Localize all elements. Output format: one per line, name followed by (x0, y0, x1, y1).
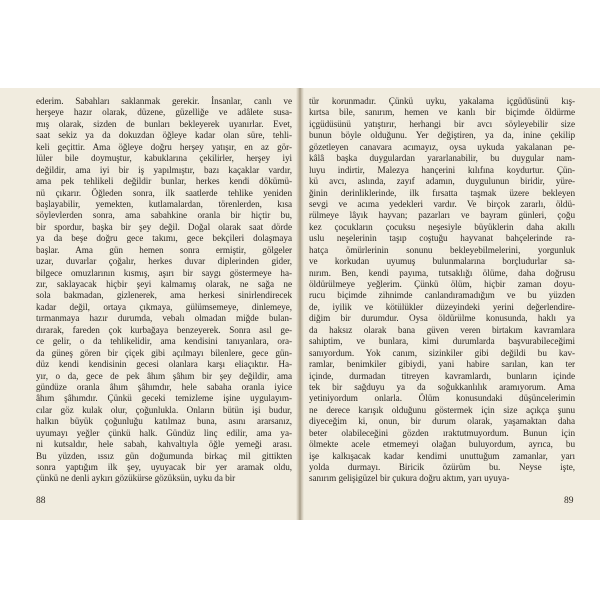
text-line: uzar, duvarlar çoğalır, herkes duvar diplerinden gider, (36, 256, 292, 267)
text-line: başlayabilir, yemekten, kutlamalardan, törenlerden, kısa (36, 198, 292, 209)
text-line: işe kalkışacak kadar kendimi unuttuğum zamanlar, yarı (309, 450, 575, 461)
text-line: beter olabileceğini gözden ıraktutmuyordum. Bunun için (309, 427, 575, 438)
text-line: ya da beşe doğru gece takımı, gece bekçileri dolaşmaya (36, 233, 292, 244)
text-line: luyu indirtir, Malezya hançerini kılıfına koydurtur. Çün- (309, 164, 575, 175)
text-line: cılar göz kulak olur, çoğunlukla. Onların bütün işi budur, (36, 404, 292, 415)
text-line: uslu neşelerinin taşıp coştuğu hayvanat bahçelerinde ra- (309, 233, 575, 244)
text-line: ne derece karışık olduğunu göstermek için size açıkça şunu (309, 404, 575, 415)
text-line: keli geçittir. Ama öğleye doğru herşey yatışır, en az gör- (36, 141, 292, 152)
text-line: halkın büyük çoğunluğu katılmaz buna, asını ararsanız, (36, 416, 292, 427)
text-line: kâlâ başka duygulardan yararlanabilir, bu duygular nam- (309, 153, 575, 164)
text-line: nü çıkarır. Öğleden sonra, ilk saatlerde tehlike yeniden (36, 187, 292, 198)
text-line: bilgece omuzlarının kısmış, aşırı bir saygı göstermeye ha- (36, 267, 292, 278)
text-line: tırmanmaya hazır durumda, vebalı olmadan miğde bulan- (36, 313, 292, 324)
book-gutter (296, 88, 304, 520)
text-line: ama pek tehlikeli değildir bunlar, herkes kendi dökümü- (36, 176, 292, 187)
text-line: ni kutsaldır, hele sabah, kahvaltıyla öğle yemeği arası. (36, 439, 292, 450)
text-line: kez çocukların çocuksu neşesiyle büyüklerin daha akıllı (309, 221, 575, 232)
text-line: sevgi ve acıma yedekleri vardır. Ve birçok zararlı, öldü- (309, 198, 575, 209)
text-line: söylevlerden sonra, ama sabahkine oranla bir hiçtir bu, (36, 210, 292, 221)
text-line: lüler bile doymuştur, kabuklarına çekilirler, herşey iyi (36, 153, 292, 164)
text-line: da haksız olarak bana güven veren birtakım kavramlara (309, 324, 575, 335)
text-line: değildir, ama iyi bir iş yapılmıştır, bazı kaçaklar vardır, (36, 164, 292, 175)
right-page (301, 88, 600, 520)
text-line: sanırım gelişigüzel bir çukura doğru aktım, yarı uyuya- (309, 473, 510, 484)
text-line: âhım şâhımdır. Çünkü geceki temizleme işine uygulayım- (36, 393, 292, 404)
text-line: dırarak, fareden çok kurbağaya benzeyerek. Sonra asıl ge- (36, 324, 292, 335)
text-line: tek bir sağduyu ya da soğukkanlılık aramıyorum. Ama (309, 381, 575, 392)
text-line: rülmeye lâyık hayvan; pazarları ve bayram günleri, çoğu (309, 210, 575, 221)
text-line: ce gelir, o da tehlikelidir, ama kendisini tanıyanlara, ora- (36, 336, 292, 347)
text-line: rucu biçimde zihnimde canlandıramadığım ve bu yüzden (309, 290, 575, 301)
text-line: yır, o da, gece de pek âhım şâhım bir şey değildir, ama (36, 370, 292, 381)
text-line: yolda durmayı. Biricik özürüm bu. Neyse işte, (309, 462, 575, 472)
text-line: bir spordur, başka bir şey değil. Doğal olarak saat dörde (36, 221, 292, 232)
text-line: gözetleyen canavara acımayız, oysa uykuda yakalanan pe- (309, 141, 575, 152)
text-line: yetiniyordum onlarla. Ölüm konusundaki düşüncelerimin (309, 393, 575, 404)
text-line: düz kendi kendisinin gecesi olanlara karşı eliaçıktır. Ha- (36, 359, 292, 370)
left-page (0, 88, 299, 520)
text-line: ramlar, benimkiler gibiydi, yani habire sarılan, kan ter (309, 359, 575, 370)
text-line: ölmekte acele etmemeyi olağan buluyordum, ayrıca, bu (309, 439, 575, 450)
text-line: sahiptim, ve bunlara, kimi durumlarda başvurabileceğimi (309, 336, 575, 347)
text-line: diyeceğim ki, onun, bir durum olarak, yaşamaktan daha (309, 416, 575, 427)
text-line: ğinin derinliklerinde, ilk fırsatta taşmak üzere bekleyen (309, 187, 575, 198)
text-line: öldürülmeye yeğlerim. Çünkü ölüm, hiçbir zaman doyu- (309, 279, 575, 289)
text-line: diğim bir durumdur. Oysa öldürülme konusunda, haklı ya (309, 313, 575, 324)
left-page-number: 88 (36, 496, 46, 506)
text-line: kü avcı, aslında, zayıf adamın, duygulunun biridir, yüre- (309, 176, 575, 187)
right-page-text (309, 96, 575, 485)
left-page-text (36, 96, 292, 485)
text-line: hatça ömürlerinin sonunu bekleyebilmelerini, yorgunluk (309, 244, 575, 255)
text-line: çünkü ne denli aykırı gözükürse gözüksün, uyku da bir (36, 473, 236, 484)
right-page-number: 89 (564, 496, 574, 506)
text-line: saat sekiz ya da dokuzdan öğleye kadar olan süre, tehli- (36, 130, 292, 141)
text-line: ve korkudan uyumuş bulunmalarına borçludurlar sa- (309, 256, 575, 267)
text-line: gündüze oranla âhım şâhımdır, hele sabaha oranla iyice (36, 381, 292, 392)
text-line: de, iyilik ve kötülükler düzeyindeki yerini değerlendire- (309, 301, 575, 312)
text-line: Bu yüzden, ıssız gün doğumunda birkaç mil gittikten (36, 450, 292, 461)
text-line: zır, saklayacak hiçbir şeyi kalmamış olarak, ne sağa ne (36, 279, 292, 289)
text-line: sola bakmadan, gizlenerek, ama herkesi sinirlendirecek (36, 290, 292, 301)
text-line: içinde, durmadan titreyen kavramlardı, bunların içinde (309, 370, 575, 381)
text-line: bunun böyle olduğunu. Yer değiştiren, ya da, inine çekilip (309, 130, 575, 141)
text-line: tür korunmadır. Çünkü uyku, yakalama içgüdüsünü kış- (309, 96, 575, 106)
text-line: nırım. Ben, kendi payıma, tutsaklığı ölüme, daha doğrusu (309, 267, 575, 278)
text-line: başlar. Ama gün hemen sonra ermiştir, gölgeler (36, 244, 292, 255)
text-line: uyumayı yeğler çünkü halk. Gündüz linç edilir, ama ya- (36, 427, 292, 438)
text-line: da güneş gören bir çiçek gibi açılmayı bilenlere, gece gün- (36, 347, 292, 358)
book-spread (0, 88, 600, 520)
text-line: ederim. Sabahları saklanmak gerekir. İnsanlar, canlı ve (36, 96, 292, 106)
text-line: sonra yaptığım ilk şey, uyuyacak bir yer aramak oldu, (36, 462, 292, 472)
text-line: herşeye hazır olarak, düzene, güzelliğe ve adâlete susa- (36, 107, 292, 118)
text-line: mış olarak, sizden de bunları bekleyerek uyanırlar. Evet, (36, 118, 292, 129)
text-line: kırtsa bile, sanırım, hemen ve kanlı bir biçimde öldürme (309, 107, 575, 118)
text-line: içgüdüsünü yatıştırır, herhangi bir avcı söyleyebilir size (309, 118, 575, 129)
text-line: sanıyordum. Yok canım, sizinkiler gibi değildi bu kav- (309, 347, 575, 358)
text-line: kadar değil, ortaya çıkmaya, gülümsemeye, dinlemeye, (36, 301, 292, 312)
